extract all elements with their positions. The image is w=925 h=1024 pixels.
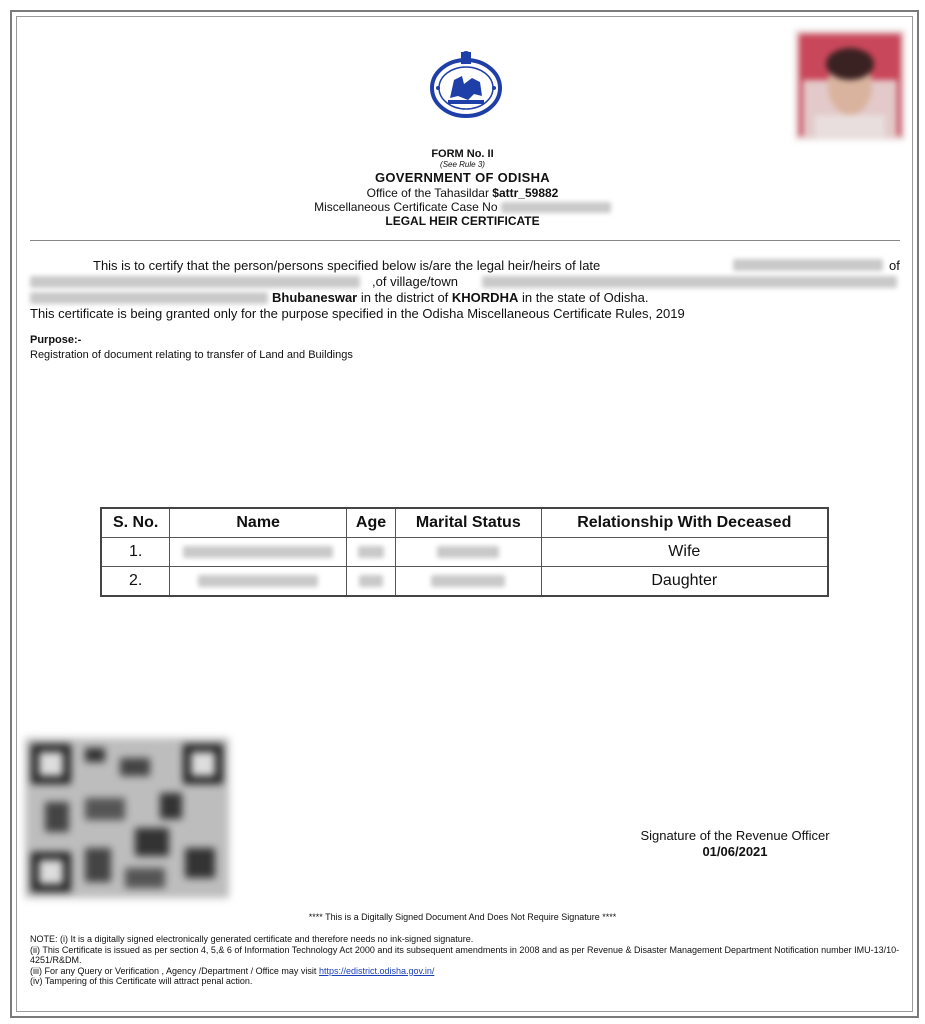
rules-line: This certificate is being granted only for the purpose specified in the Odisha Miscellaneous Certificate Rules, 2019 [30,306,685,321]
note-4: (iv) Tampering of this Certificate will attract penal action. [30,976,253,986]
redacted-case-number [501,202,611,213]
state-text: in the state of Odisha. [518,290,649,305]
redacted-deceased-name [733,259,883,271]
village-label: ,of village/town [372,274,458,289]
redacted-village-text [482,276,897,288]
purpose-text: Registration of document relating to transfer of Land and Buildings [30,349,353,361]
note-1: NOTE: (i) It is a digitally signed electronically generated certificate and therefore needs no ink-signed signature. [30,934,474,944]
place-name: Bhubaneswar [272,290,358,305]
signature-block [600,828,870,859]
cell-relationship: Wife [541,538,828,567]
body-line-1 [93,259,600,272]
see-rule: (See Rule 3) [440,160,485,169]
legal-heirs-table [100,507,829,597]
form-number: FORM No. II [431,148,494,160]
office-id: $attr_59882 [492,186,559,200]
edistrict-link[interactable]: https://edistrict.odisha.gov.in/ [318,965,435,976]
redacted-address-text [30,292,268,304]
digital-signature-note: **** This is a Digitally Signed Document And Does Not Require Signature **** [308,912,617,922]
district-name: KHORDHA [451,290,519,305]
cell-marital-redacted [395,538,541,567]
header-name: Name [170,508,347,538]
cell-name-redacted [170,538,347,567]
office-prefix: Office of the Tahasildar [366,186,493,200]
note-3 [30,966,902,977]
header-relationship: Relationship With Deceased [541,508,828,538]
signature-date: 01/06/2021 [702,844,768,859]
redacted-relation-text [30,276,360,288]
cell-age-redacted [347,538,396,567]
applicant-photo [795,30,905,140]
notes-section [30,934,902,987]
note-2: (ii) This Certificate is issued as per section 4, 5,& 6 of Information Technology Act 2000 and its subsequent amendments in 2008 and as per Revenue & Disaster Management Department Notification number IMU-13/10-4251/R&DM. [30,944,900,965]
note-3-text: (iii) For any Query or Verification , Agency /Department / Office may visit [30,965,319,976]
odisha-emblem-icon [428,50,504,118]
certify-text: This is to certify that the person/persons specified below is/are the legal heir/heirs of late [93,258,601,273]
cell-sno: 1. [101,538,170,567]
header-sno: S. No. [101,508,170,538]
government-title: GOVERNMENT OF ODISHA [374,170,550,185]
office-line [150,186,775,200]
misc-case-line [150,200,775,214]
district-text: in the district of [357,290,452,305]
cell-age-redacted [347,567,396,597]
cell-marital-redacted [395,567,541,597]
cell-sno: 2. [101,567,170,597]
qr-code-icon [25,738,229,898]
table-row [101,567,828,597]
purpose-label: Purpose:- [30,334,82,346]
header-age: Age [347,508,396,538]
cell-relationship: Daughter [541,567,828,597]
certificate-title: LEGAL HEIR CERTIFICATE [385,214,540,228]
table-header-row [101,508,828,538]
misc-case-label: Miscellaneous Certificate Case No [314,200,498,214]
table-row [101,538,828,567]
district-line [272,291,648,304]
cell-name-redacted [170,567,347,597]
signature-title: Signature of the Revenue Officer [640,828,830,843]
body-of-text: of [889,258,900,273]
header-divider [30,240,900,241]
header-marital-status: Marital Status [395,508,541,538]
